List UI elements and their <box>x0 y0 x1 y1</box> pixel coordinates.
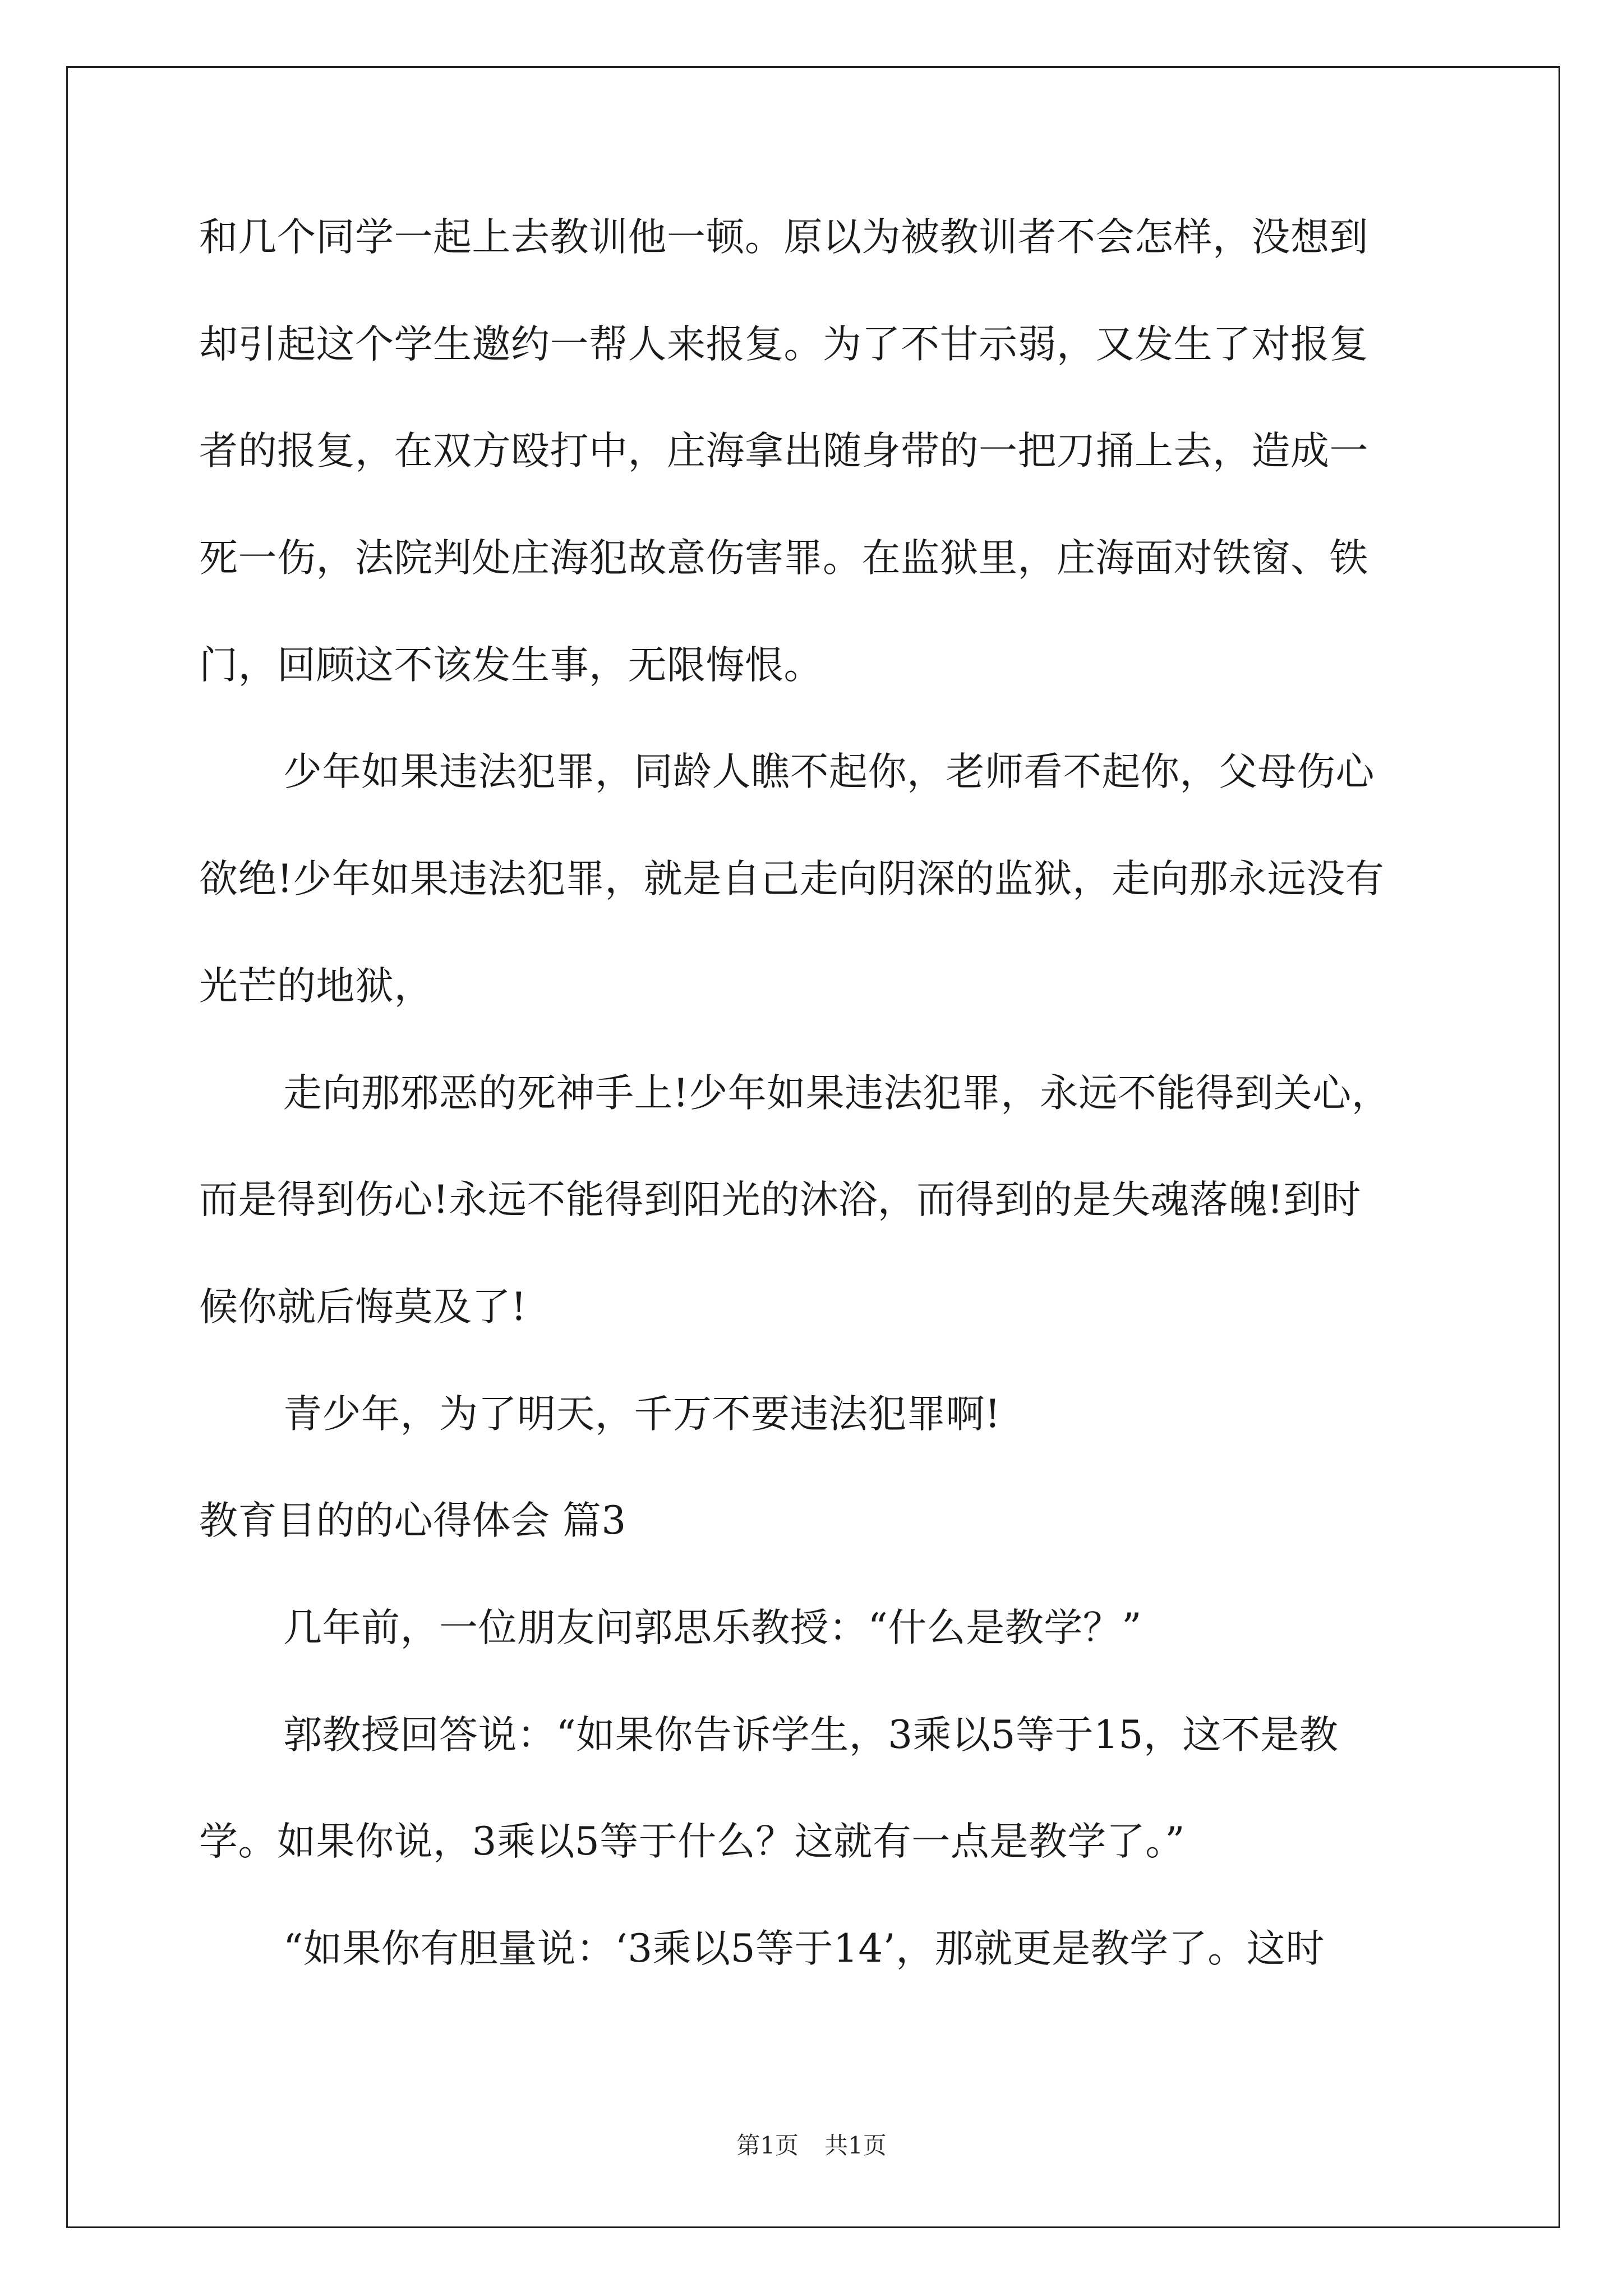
paragraph-line: 却引起这个学生邀约一帮人来报复。为了不甘示弱，又发生了对报复 <box>199 322 1368 367</box>
page-total: 共1页 <box>824 2132 887 2159</box>
paragraph-line: 青少年，为了明天，千万不要违法犯罪啊! <box>283 1392 1001 1437</box>
paragraph-line: 和几个同学一起上去教训他一顿。原以为被教训者不会怎样，没想到 <box>199 215 1368 260</box>
paragraph-line: 光芒的地狱， <box>199 964 433 1009</box>
paragraph-line: 欲绝!少年如果违法犯罪，就是自己走向阴深的监狱，走向那永远没有 <box>199 857 1385 901</box>
paragraph-line: 少年如果违法犯罪，同龄人瞧不起你，老师看不起你，父母伤心 <box>283 749 1375 794</box>
section-heading: 教育目的的心得体会 篇3 <box>199 1498 626 1543</box>
paragraph-line: 郭教授回答说：“如果你告诉学生，3乘以5等于15，这不是教 <box>283 1713 1339 1757</box>
paragraph-line: “如果你有胆量说：‘3乘以5等于14’，那就更是教学了。这时 <box>283 1926 1325 1971</box>
paragraph-line: 走向那邪恶的死神手上!少年如果违法犯罪，永远不能得到关心， <box>283 1071 1391 1116</box>
paragraph-line: 门，回顾这不该发生事，无限悔恨。 <box>199 643 823 688</box>
page-number: 第1页 <box>736 2132 799 2159</box>
page-border <box>66 66 1560 2228</box>
paragraph-line: 而是得到伤心!永远不能得到阳光的沐浴，而得到的是失魂落魄!到时 <box>199 1177 1361 1222</box>
paragraph-line: 候你就后悔莫及了! <box>199 1285 527 1329</box>
paragraph-line: 者的报复，在双方殴打中，庄海拿出随身带的一把刀捅上去，造成一 <box>199 429 1368 473</box>
paragraph-line: 死一伤，法院判处庄海犯故意伤害罪。在监狱里，庄海面对铁窗、铁 <box>199 536 1368 581</box>
paragraph-line: 学。如果你说，3乘以5等于什么？这就有一点是教学了。” <box>199 1819 1186 1864</box>
paragraph-line: 几年前，一位朋友问郭思乐教授：“什么是教学？” <box>283 1605 1142 1650</box>
page-footer <box>0 2130 1623 2161</box>
